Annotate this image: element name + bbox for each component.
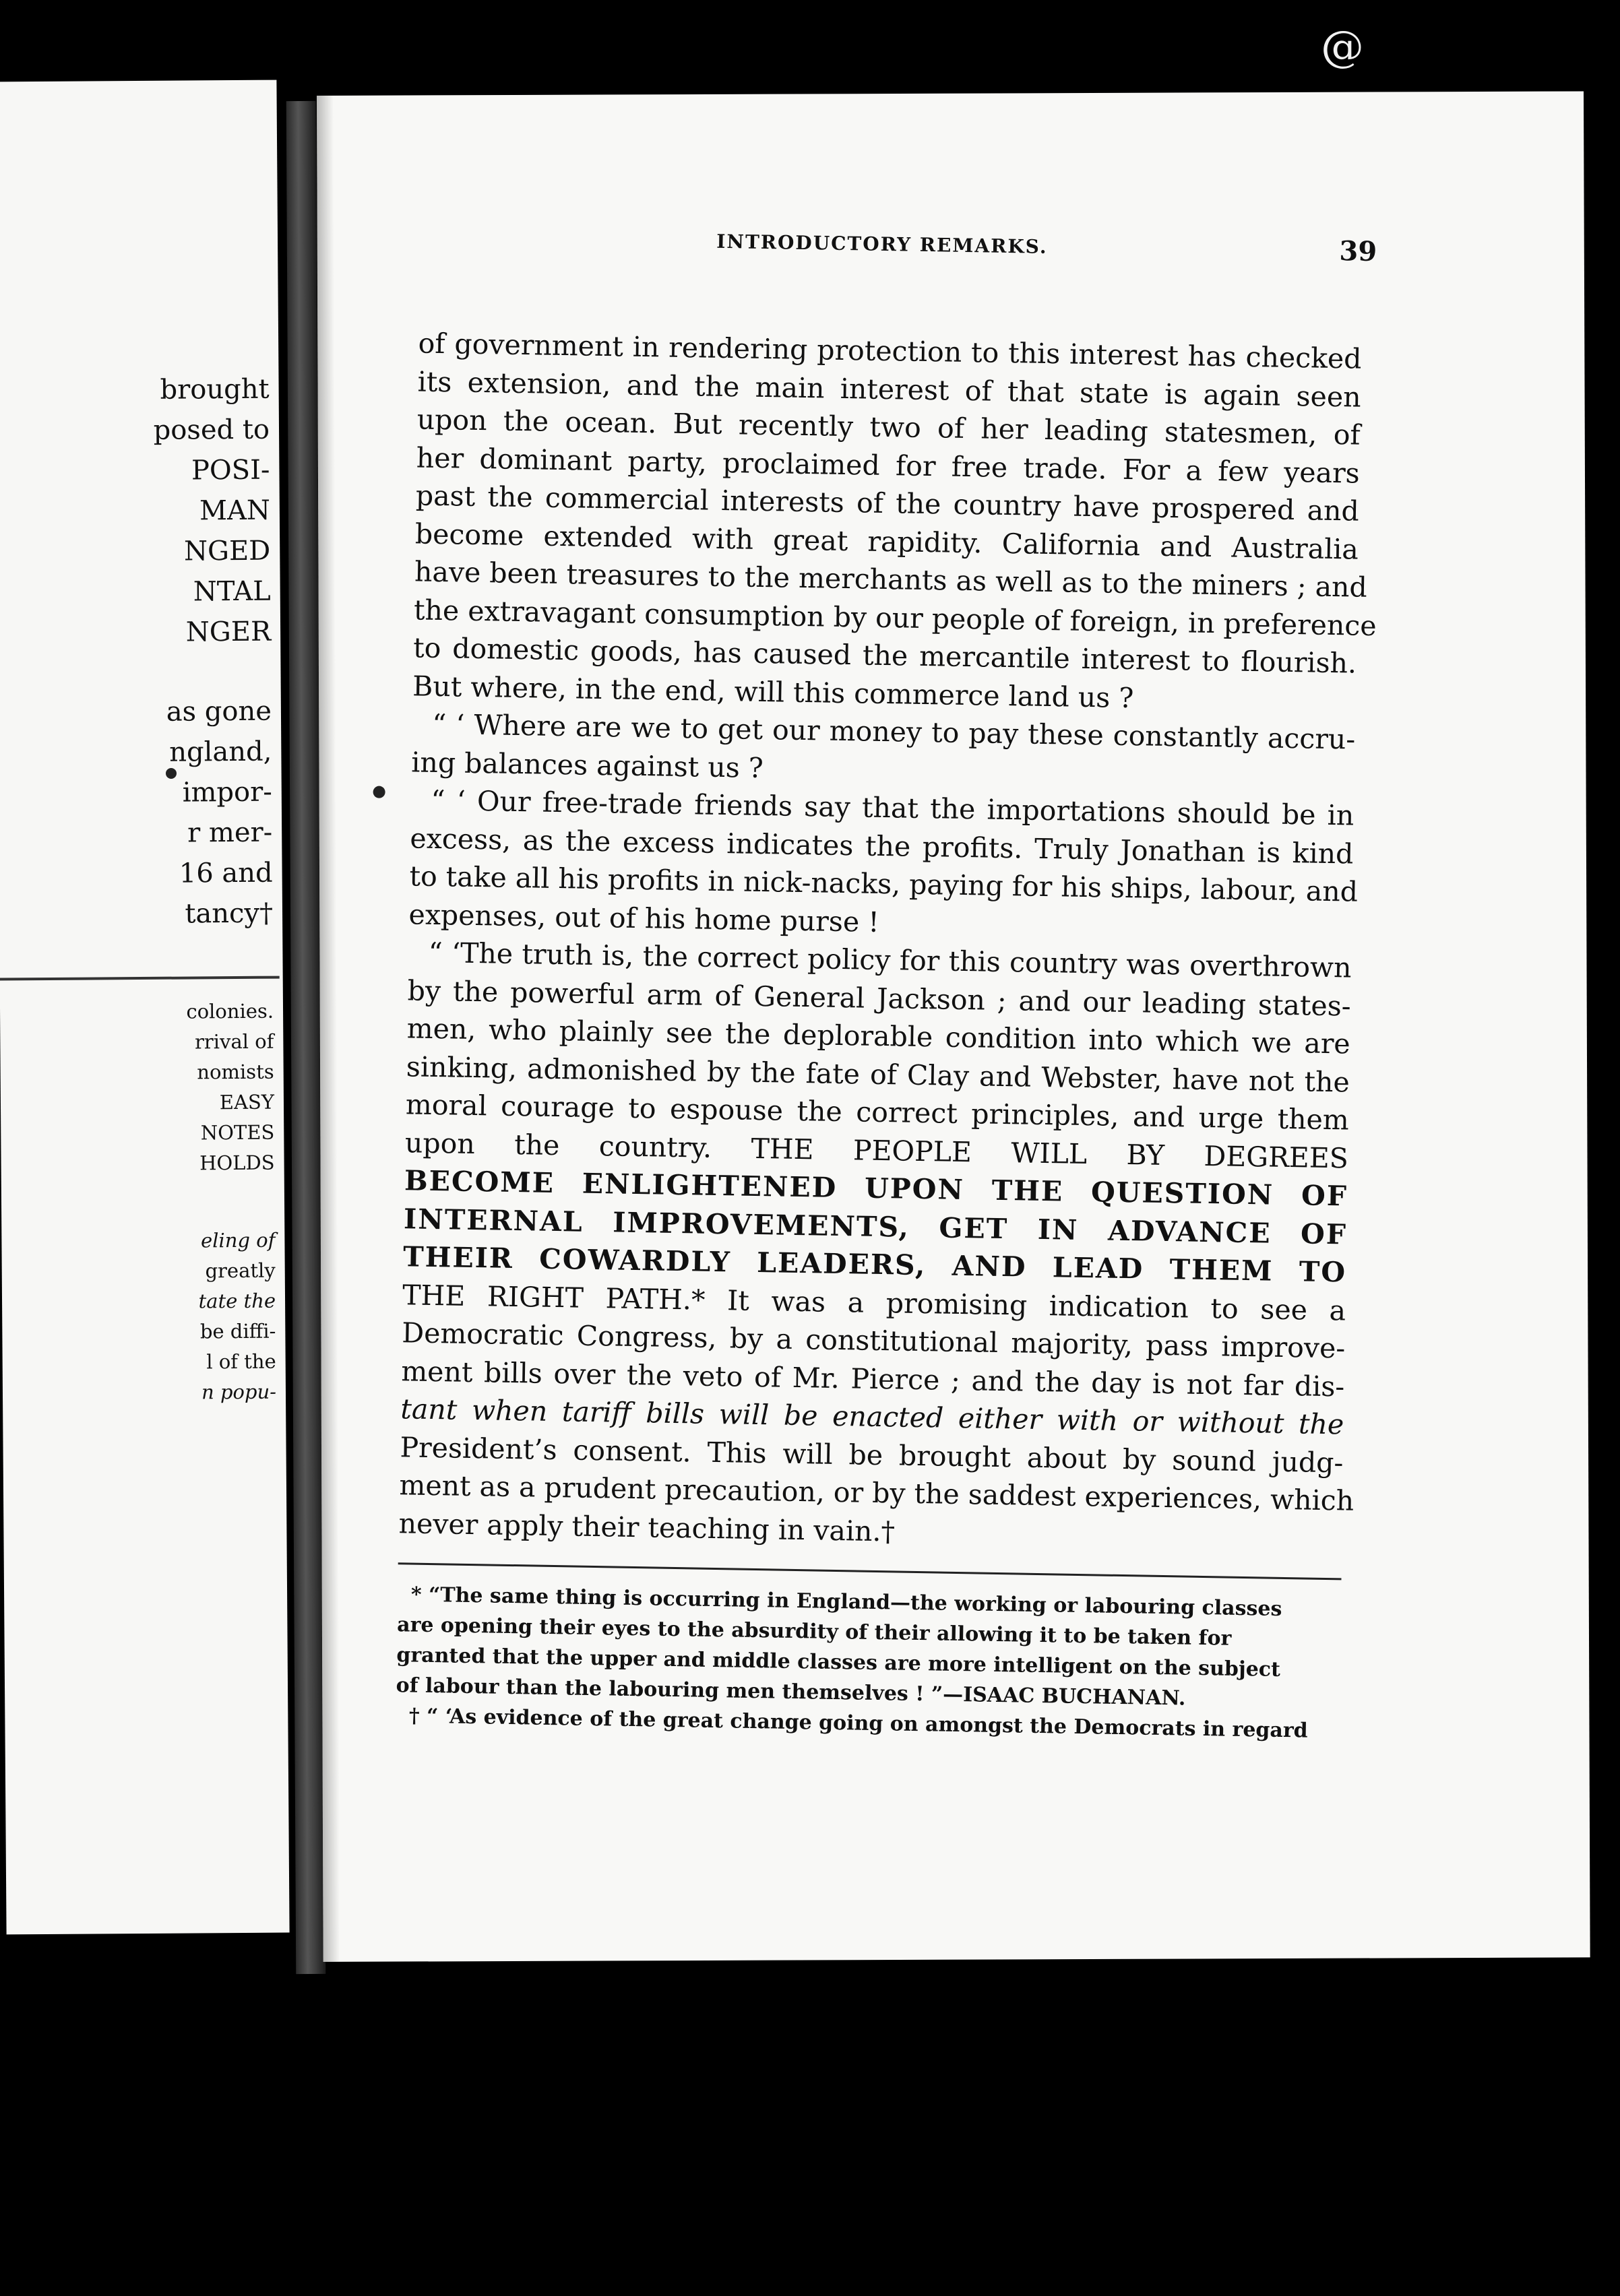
left-line: l of the bbox=[206, 1349, 276, 1374]
page-content bbox=[396, 230, 1377, 1746]
left-line: tancy† bbox=[185, 897, 274, 930]
text-line: expenses, out of his home purse ! bbox=[408, 897, 880, 938]
text-line: “ ‘The truth is, the correct policy for this country was overthrown bbox=[428, 936, 1352, 984]
text-line: But where, in the end, will this commerce land us ? bbox=[412, 669, 1134, 714]
text-line: the extravagant consumption by our people of foreign, in preference bbox=[413, 593, 1377, 642]
text-line: excess, as the excess indicates the profits. Truly Jonathan is kind bbox=[410, 821, 1354, 870]
caps-line: THEIR COWARDLY LEADERS, AND LEAD THEM TO bbox=[402, 1240, 1347, 1289]
text-line: never apply their teaching in vain.† bbox=[398, 1506, 896, 1548]
footnote-line: granted that the upper and middle classes are more intelligent on the subject bbox=[396, 1643, 1281, 1682]
text-line: her dominant party, proclaimed for free trade. For a few years bbox=[416, 441, 1361, 490]
left-line: tate the bbox=[198, 1289, 276, 1313]
left-line: EASY bbox=[219, 1090, 275, 1114]
left-line: r mer- bbox=[187, 817, 273, 849]
text-line: ing balances against us ? bbox=[411, 745, 764, 784]
left-line: eling of bbox=[200, 1228, 276, 1252]
left-line: NTAL bbox=[193, 575, 271, 608]
left-line: NGED bbox=[183, 535, 271, 567]
left-line: greatly bbox=[205, 1258, 276, 1283]
left-line: 16 and bbox=[179, 857, 273, 889]
text-line: ment bills over the veto of Mr. Pierce ; and the day is not far dis- bbox=[401, 1354, 1345, 1403]
left-line: be diffi- bbox=[199, 1319, 276, 1343]
left-line: nomists bbox=[197, 1060, 274, 1084]
text-line: to domestic goods, has caused the mercantile interest to flourish. bbox=[412, 631, 1357, 680]
speck bbox=[166, 768, 177, 779]
left-line: brought bbox=[160, 373, 270, 406]
text-line: upon the ocean. But recently two of her leading statesmen, of bbox=[416, 403, 1361, 451]
running-head: INTRODUCTORY REMARKS. bbox=[716, 230, 1048, 258]
left-line: MAN bbox=[199, 495, 271, 527]
text-line: by the powerful arm of General Jackson ; and our leading states- bbox=[407, 974, 1352, 1023]
left-line: impor- bbox=[182, 776, 272, 808]
footnote-line: * “The same thing is occurring in England—the working or labouring classes bbox=[410, 1583, 1282, 1621]
text-line: tant when tariff bills will be enacted either with or without the bbox=[400, 1393, 1344, 1441]
text-line: upon the country. THE PEOPLE WILL BY DEGREES bbox=[404, 1126, 1349, 1175]
text-line: sinking, admonished by the fate of Clay and Webster, have not the bbox=[406, 1050, 1350, 1099]
speck bbox=[373, 786, 385, 798]
left-line: NOTES bbox=[200, 1120, 275, 1145]
text-line: have been treasures to the merchants as well as to the miners ; and bbox=[414, 555, 1368, 604]
text-line: to take all his profits in nick-nacks, paying for his ships, labour, and bbox=[409, 860, 1359, 908]
corner-mark: @ bbox=[1321, 22, 1364, 72]
text-line: ment as a prudent precaution, or by the saddest experiences, which bbox=[399, 1469, 1354, 1517]
text-line: “ ‘ Where are we to get our money to pay these constantly accru- bbox=[431, 707, 1356, 756]
text-line: Democratic Congress, by a constitutional majority, pass improve- bbox=[401, 1316, 1346, 1365]
text-line: become extended with great rapidity. California and Australia bbox=[414, 517, 1359, 566]
left-line: POSI- bbox=[191, 454, 270, 486]
left-line: ngland, bbox=[169, 736, 272, 768]
left-divider bbox=[0, 976, 280, 981]
text-line: past the commercial interests of the country have prospered and bbox=[415, 479, 1360, 528]
left-line: posed to bbox=[153, 414, 270, 446]
left-line: rrival of bbox=[194, 1029, 274, 1054]
text-line: its extension, and the main interest of that state is again seen bbox=[417, 364, 1361, 414]
book-page bbox=[317, 91, 1590, 1962]
left-line: colonies. bbox=[186, 999, 274, 1023]
text-line: President’s consent. This will be brought about by sound judg- bbox=[400, 1430, 1344, 1479]
page-header bbox=[420, 220, 1377, 276]
footnote-line: † “ ‘As evidence of the great change going on amongst the Democrats in regard bbox=[408, 1704, 1308, 1743]
footnote-line: are opening their eyes to the absurdity of their allowing it to be taken for bbox=[396, 1613, 1232, 1651]
left-page-fragment bbox=[0, 80, 290, 1935]
left-line: NGER bbox=[185, 616, 272, 648]
left-line: HOLDS bbox=[199, 1151, 275, 1175]
footnote-rule bbox=[398, 1562, 1342, 1580]
text-line: moral courage to espouse the correct principles, and urge them bbox=[405, 1088, 1350, 1137]
footnote-line: of labour than the labouring men themselves ! ”—ISAAC BUCHANAN. bbox=[396, 1673, 1186, 1711]
text-line: “ ‘ Our free-trade friends say that the importations should be in bbox=[431, 784, 1354, 832]
left-line: as gone bbox=[166, 695, 272, 728]
caps-line: INTERNAL IMPROVEMENTS, GET IN ADVANCE OF bbox=[403, 1202, 1348, 1251]
caps-line: BECOME ENLIGHTENED UPON THE QUESTION OF bbox=[404, 1164, 1348, 1213]
text-line: of government in rendering protection to this interest has checked bbox=[418, 327, 1362, 375]
text-line: THE RIGHT PATH.* It was a promising indication to see a bbox=[402, 1278, 1346, 1327]
page-number: 39 bbox=[1339, 235, 1377, 268]
footnotes bbox=[396, 1579, 1342, 1746]
text-line: men, who plainly see the deplorable condition into which we are bbox=[406, 1012, 1351, 1060]
left-line: n popu- bbox=[201, 1380, 277, 1404]
body-text bbox=[398, 324, 1377, 1558]
